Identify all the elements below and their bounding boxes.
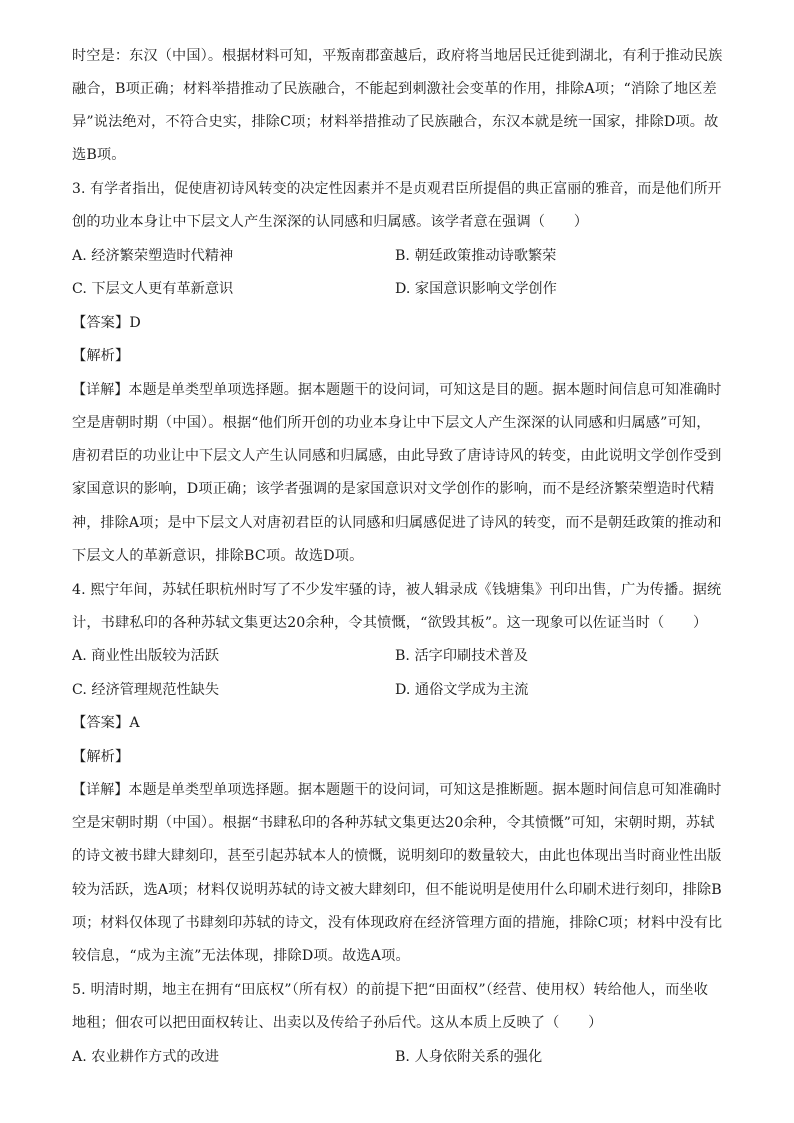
q3-option-c: C. 下层文人更有革新意识 [72, 281, 234, 297]
q4-detail-line-1: 【详解】本题是单类型单项选择题。据本题题干的设问词，可知这是推断题。据本题时间信息可知准确时 [72, 782, 722, 798]
q2-analysis-line-3: 异”说法绝对，不符合史实，排除C项；材料举措推动了民族融合，东汉本就是统一国家，排除D项。故 [72, 114, 719, 130]
q5-option-a: A. 农业耕作方式的改进 [72, 1049, 219, 1065]
q3-detail-line-4: 家国意识的影响，D项正确；该学者强调的是家国意识对文学创作的影响，而不是经济繁荣塑造时代精 [72, 481, 715, 497]
q2-analysis-line-1: 时空是：东汉（中国）。根据材料可知，平叛南郡蛮越后，政府将当地居民迁徙到湖北，有利于推动民族 [72, 48, 723, 64]
q3-detail-line-5: 神，排除A项；是中下层文人对唐初君臣的认同感和归属感促进了诗风的转变，而不是朝廷政策的推动和 [72, 515, 722, 531]
q4-stem-line-1: 4. 熙宁年间，苏轼任职杭州时写了不少发牢骚的诗，被人辑录成《钱塘集》刊印出售，广为传播。据统 [72, 582, 722, 598]
q2-analysis-line-2: 融合，B项正确；材料举措推动了民族融合，不能起到刺激社会变革的作用，排除A项；“消除了地区差 [72, 81, 717, 97]
q4-detail-line-2: 空是宋朝时期（中国）。根据“书肆私印的各种苏轼文集更达20余种，令其愤慨”可知，宋朝时期，苏轼 [72, 815, 715, 831]
q4-detail-line-4: 较为活跃，选A项；材料仅说明苏轼的诗文被大肆刻印，但不能说明是使用什么印刷术进行刻印，排除B [72, 882, 722, 898]
q3-stem-line-2: 创的功业本身让中下层文人产生深深的认同感和归属感。该学者意在强调（ ） [72, 214, 589, 230]
q4-stem-line-2: 计，书肆私印的各种苏轼文集更达20余种，令其愤慨，“欲毁其板”。这一现象可以佐证当时（ ） [72, 615, 708, 631]
q3-detail-line-1: 【详解】本题是单类型单项选择题。据本题题干的设问词，可知这是目的题。据本题时间信息可知准确时 [72, 382, 722, 398]
q3-detail-line-6: 下层文人的革新意识，排除BC项。故选D项。 [72, 548, 364, 564]
q5-stem-line-1: 5. 明清时期，地主在拥有“田底权”（所有权）的前提下把“田面权”（经营、使用权）转给他人，而坐收 [72, 982, 709, 998]
q3-answer: 【答案】D [72, 315, 141, 331]
q5-option-b: B. 人身依附关系的强化 [395, 1049, 543, 1065]
q3-stem-line-1: 3. 有学者指出，促使唐初诗风转变的决定性因素并不是贞观君臣所提倡的典正富丽的雅音，而是他们所开 [72, 181, 722, 197]
q4-option-c: C. 经济管理规范性缺失 [72, 682, 220, 698]
q4-option-b: B. 活字印刷技术普及 [395, 648, 528, 664]
q3-detail-line-3: 唐初君臣的功业让中下层文人产生认同感和归属感，由此导致了唐诗诗风的转变，由此说明文学创作受到 [72, 448, 722, 464]
q2-analysis-line-4: 选B项。 [72, 147, 126, 163]
q3-detail-line-2: 空是唐朝时期（中国）。根据“他们所开创的功业本身让中下层文人产生深深的认同感和归属感”可知， [72, 415, 711, 431]
q4-option-d: D. 通俗文学成为主流 [395, 682, 529, 698]
q5-stem-line-2: 地租；佃农可以把田面权转让、出卖以及传给子孙后代。这从本质上反映了（ ） [72, 1015, 603, 1031]
q4-detail-line-3: 的诗文被书肆大肆刻印，甚至引起苏轼本人的愤慨，说明刻印的数量较大，由此也体现出当时商业性出版 [72, 848, 722, 864]
q4-analysis-label: 【解析】 [72, 749, 130, 765]
q3-option-a: A. 经济繁荣塑造时代精神 [72, 248, 234, 264]
q4-detail-line-5: 项；材料仅体现了书肆刻印苏轼的诗文，没有体现政府在经济管理方面的措施，排除C项；材料中没有比 [72, 915, 723, 931]
q3-option-d: D. 家国意识影响文学创作 [395, 281, 557, 297]
q4-detail-line-6: 较信息，“成为主流”无法体现，排除D项。故选A项。 [72, 948, 410, 964]
q4-option-a: A. 商业性出版较为活跃 [72, 648, 219, 664]
q3-analysis-label: 【解析】 [72, 348, 130, 364]
q4-answer: 【答案】A [72, 715, 140, 731]
q3-option-b: B. 朝廷政策推动诗歌繁荣 [395, 248, 557, 264]
